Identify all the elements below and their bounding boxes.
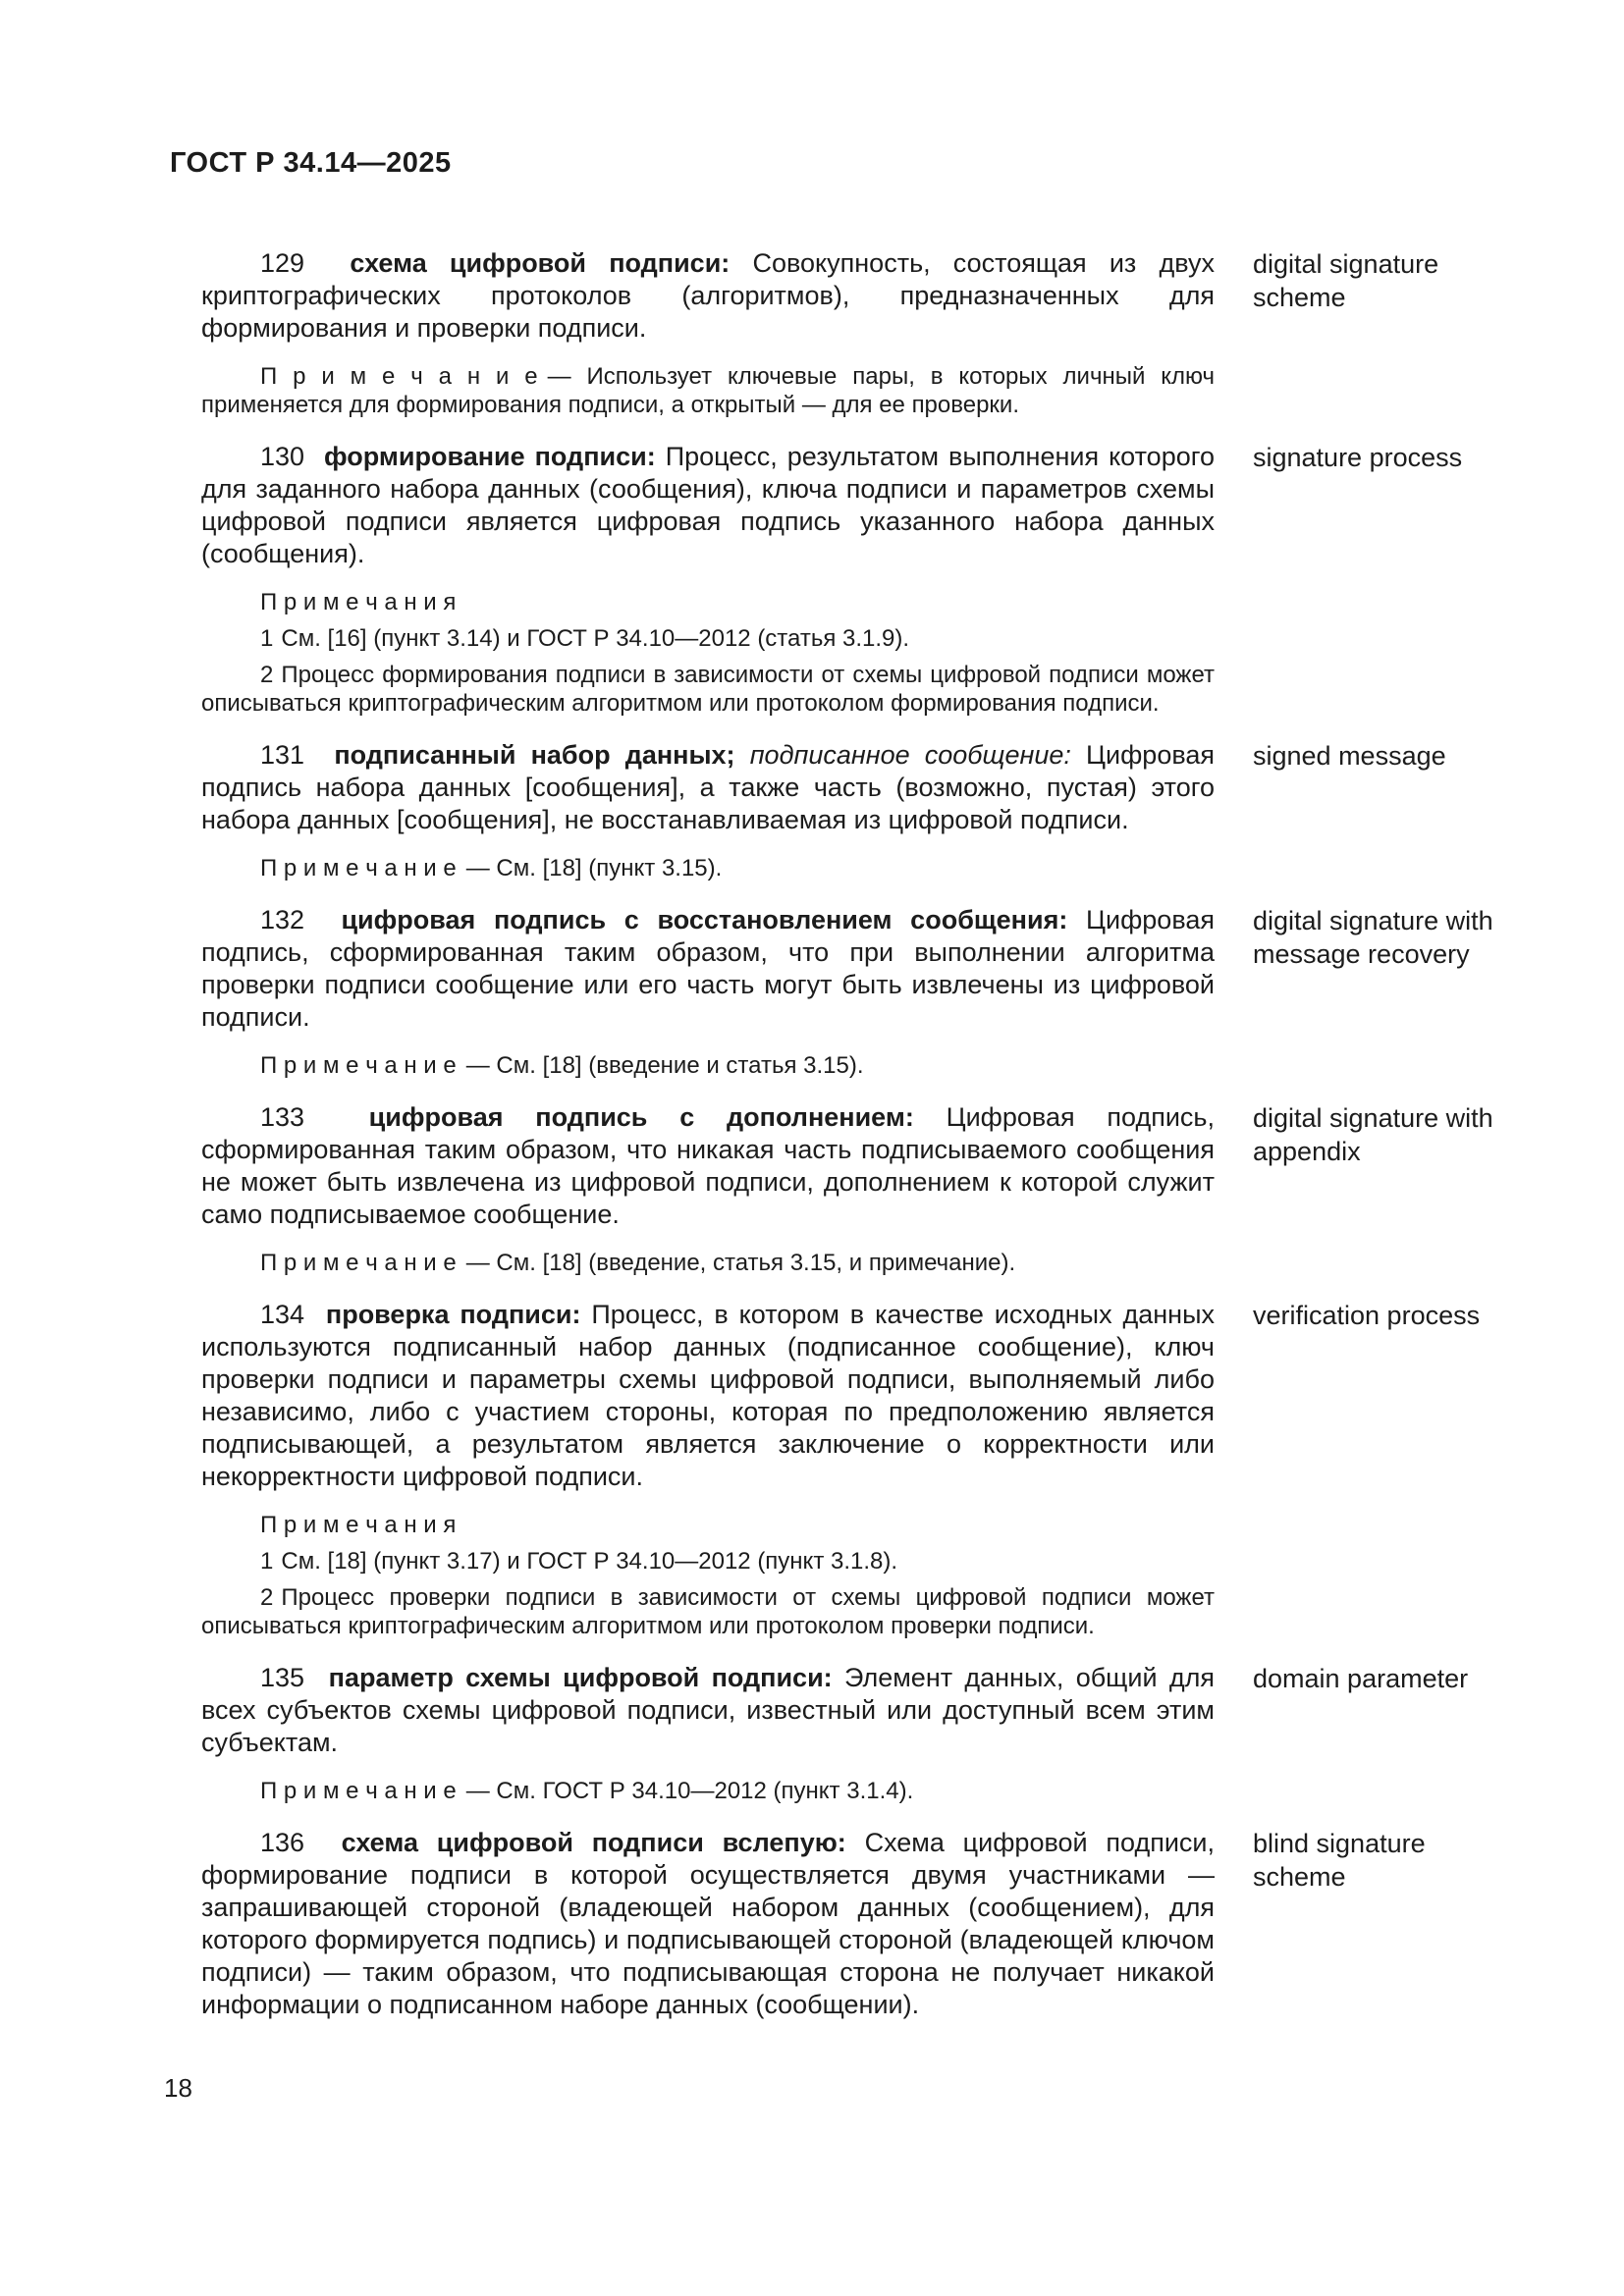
definition-text: Совокупность, состоящая из двух криптографических протоколов (алгоритмов), предназначенных для формирования и проверки подписи. — [201, 248, 1215, 343]
definition-text: Цифровая подпись, сформированная таким образом, что при выполнении алгоритма проверки подписи сообщение или его часть могут быть извлечены из цифровой подписи. — [201, 905, 1215, 1032]
entry-blocks — [201, 1827, 1215, 2021]
note-item-text: См. [18] (пункт 3.17) и ГОСТ Р 34.10—2012 (пункт 3.1.8). — [281, 1548, 898, 1575]
note-item — [201, 1583, 1215, 1640]
notes-heading — [201, 1511, 1215, 1539]
term-ru-bold: параметр схемы цифровой подписи: — [328, 1663, 844, 1692]
term-entry — [201, 1101, 1556, 1277]
note-item — [201, 661, 1215, 718]
definition-paragraph — [201, 441, 1215, 570]
note-label: П р и м е ч а н и е — [260, 1250, 457, 1276]
note-text: — См. [18] (пункт 3.15). — [465, 855, 723, 881]
terms-list — [201, 247, 1556, 2021]
term-en: domain parameter — [1253, 1664, 1469, 1693]
note-paragraph — [201, 362, 1215, 419]
definition-paragraph — [201, 1662, 1215, 1759]
term-number: 131 — [260, 740, 335, 770]
definition-text: Процесс, результатом выполнения которого для заданного набора данных (сообщения), ключа подписи и параметров схемы цифровой подписи является цифровая подпись указанного набора данных (сообщения). — [201, 442, 1215, 568]
entry-blocks — [201, 904, 1215, 1080]
note-item-number: 1 — [260, 625, 274, 652]
note-item-number: 1 — [260, 1548, 274, 1575]
note-item-text: Процесс проверки подписи в зависимости от схемы цифровой подписи может описываться криптографическим алгоритмом или протоколом проверки подписи. — [201, 1584, 1215, 1639]
term-en: signed message — [1253, 741, 1446, 771]
term-entry — [201, 904, 1556, 1080]
definition-paragraph — [201, 1299, 1215, 1493]
definition-text: Цифровая подпись набора данных [сообщения], а также часть (возможно, пустая) этого набора данных [сообщения], не восстанавливаемая из цифровой подписи. — [201, 740, 1216, 834]
entry-blocks — [201, 247, 1215, 419]
entry-blocks — [201, 1299, 1215, 1640]
definition-text: Схема цифровой подписи, формирование подписи в которой осуществляется двумя участниками — запрашивающей стороной (владеющей набором данных (сообщением), для которого формируется подпись) и подписывающей стороной (владеющей ключом подписи) — таким образом, что подписывающая сторона не получает никакой информации о подписанном наборе данных (сообщении). — [201, 1828, 1215, 2019]
definition-paragraph — [201, 904, 1215, 1034]
term-ru-bold: схема цифровой подписи: — [350, 248, 753, 278]
term-entry — [201, 1827, 1556, 2021]
note-label: П р и м е ч а н и е — [260, 1778, 457, 1804]
entry-blocks — [201, 739, 1215, 882]
definition-paragraph — [201, 1101, 1215, 1231]
term-en: digital signature with message recovery — [1253, 906, 1493, 969]
note-label: П р и м е ч а н и е — [260, 1052, 457, 1079]
term-en: verification process — [1253, 1301, 1481, 1330]
notes-heading — [201, 588, 1215, 616]
definition-paragraph — [201, 1827, 1215, 2021]
note-text: — См. [18] (введение и статья 3.15). — [465, 1052, 864, 1079]
note-text: — См. [18] (введение, статья 3.15, и примечание). — [465, 1250, 1016, 1276]
term-number: 129 — [260, 248, 351, 278]
term-ru-italic: подписанное сообщение: — [749, 740, 1087, 770]
note-item — [201, 1547, 1215, 1575]
note-paragraph — [201, 1249, 1215, 1277]
term-entry — [201, 739, 1556, 882]
term-number: 132 — [260, 905, 342, 934]
term-en: signature process — [1253, 443, 1463, 472]
entry-blocks — [201, 1101, 1215, 1277]
term-ru-bold: цифровая подпись с дополнением: — [368, 1102, 947, 1132]
term-ru-bold: подписанный набор данных; — [334, 740, 750, 770]
term-number: 133 — [260, 1102, 369, 1132]
term-ru-bold: схема цифровой подписи вслепую: — [341, 1828, 865, 1857]
note-paragraph — [201, 1051, 1215, 1080]
term-entry — [201, 247, 1556, 419]
term-ru-bold: цифровая подпись с восстановлением сообщения: — [341, 905, 1087, 934]
entry-blocks — [201, 441, 1215, 718]
definition-text: Процесс, в котором в качестве исходных данных используются подписанный набор данных (подписанное сообщение), ключ проверки подписи и параметры схемы цифровой подписи, выполняемый либо независимо, либо с участием стороны, которая по предположению является подписывающей, а результатом является заключение о корректности или некорректности цифровой подписи. — [201, 1300, 1215, 1491]
term-en: digital signature with appendix — [1253, 1103, 1493, 1166]
note-text: — См. ГОСТ Р 34.10—2012 (пункт 3.1.4). — [465, 1778, 914, 1804]
term-number: 135 — [260, 1663, 329, 1692]
term-number: 130 — [260, 442, 324, 471]
entry-blocks — [201, 1662, 1215, 1805]
term-en: blind signature scheme — [1253, 1829, 1426, 1892]
note-text: — Использует ключевые пары, в которых личный ключ применяется для формирования подписи, а открытый — для ее проверки. — [201, 363, 1215, 418]
notes-heading-label: П р и м е ч а н и я — [260, 1512, 457, 1538]
note-item-number: 2 — [260, 1584, 274, 1611]
document-header-title: ГОСТ Р 34.14—2025 — [170, 147, 452, 179]
term-entry — [201, 441, 1556, 718]
term-entry — [201, 1662, 1556, 1805]
page-number: 18 — [164, 2073, 192, 2103]
term-number: 136 — [260, 1828, 342, 1857]
note-item — [201, 624, 1215, 653]
note-label: П р и м е ч а н и е — [260, 855, 457, 881]
term-number: 134 — [260, 1300, 326, 1329]
term-entry — [201, 1299, 1556, 1640]
note-item-number: 2 — [260, 662, 274, 688]
note-paragraph — [201, 854, 1215, 882]
note-label: П р и м е ч а н и е — [260, 363, 538, 390]
term-en: digital signature scheme — [1253, 249, 1439, 312]
term-ru-bold: формирование подписи: — [324, 442, 666, 471]
definition-paragraph — [201, 739, 1215, 836]
notes-heading-label: П р и м е ч а н и я — [260, 589, 457, 615]
note-item-text: Процесс формирования подписи в зависимости от схемы цифровой подписи может описываться криптографическим алгоритмом или протоколом формирования подписи. — [201, 662, 1215, 717]
note-item-text: См. [16] (пункт 3.14) и ГОСТ Р 34.10—2012 (статья 3.1.9). — [281, 625, 910, 652]
definition-text: Элемент данных, общий для всех субъектов схемы цифровой подписи, известный или доступный всем этим субъектам. — [201, 1663, 1215, 1757]
definition-paragraph — [201, 247, 1215, 345]
note-paragraph — [201, 1777, 1215, 1805]
definition-text: Цифровая подпись, сформированная таким образом, что никакая часть подписываемого сообщения не может быть извлечена из цифровой подписи, дополнением к которой служит само подписываемое сообщение. — [201, 1102, 1215, 1229]
term-ru-bold: проверка подписи: — [325, 1300, 592, 1329]
